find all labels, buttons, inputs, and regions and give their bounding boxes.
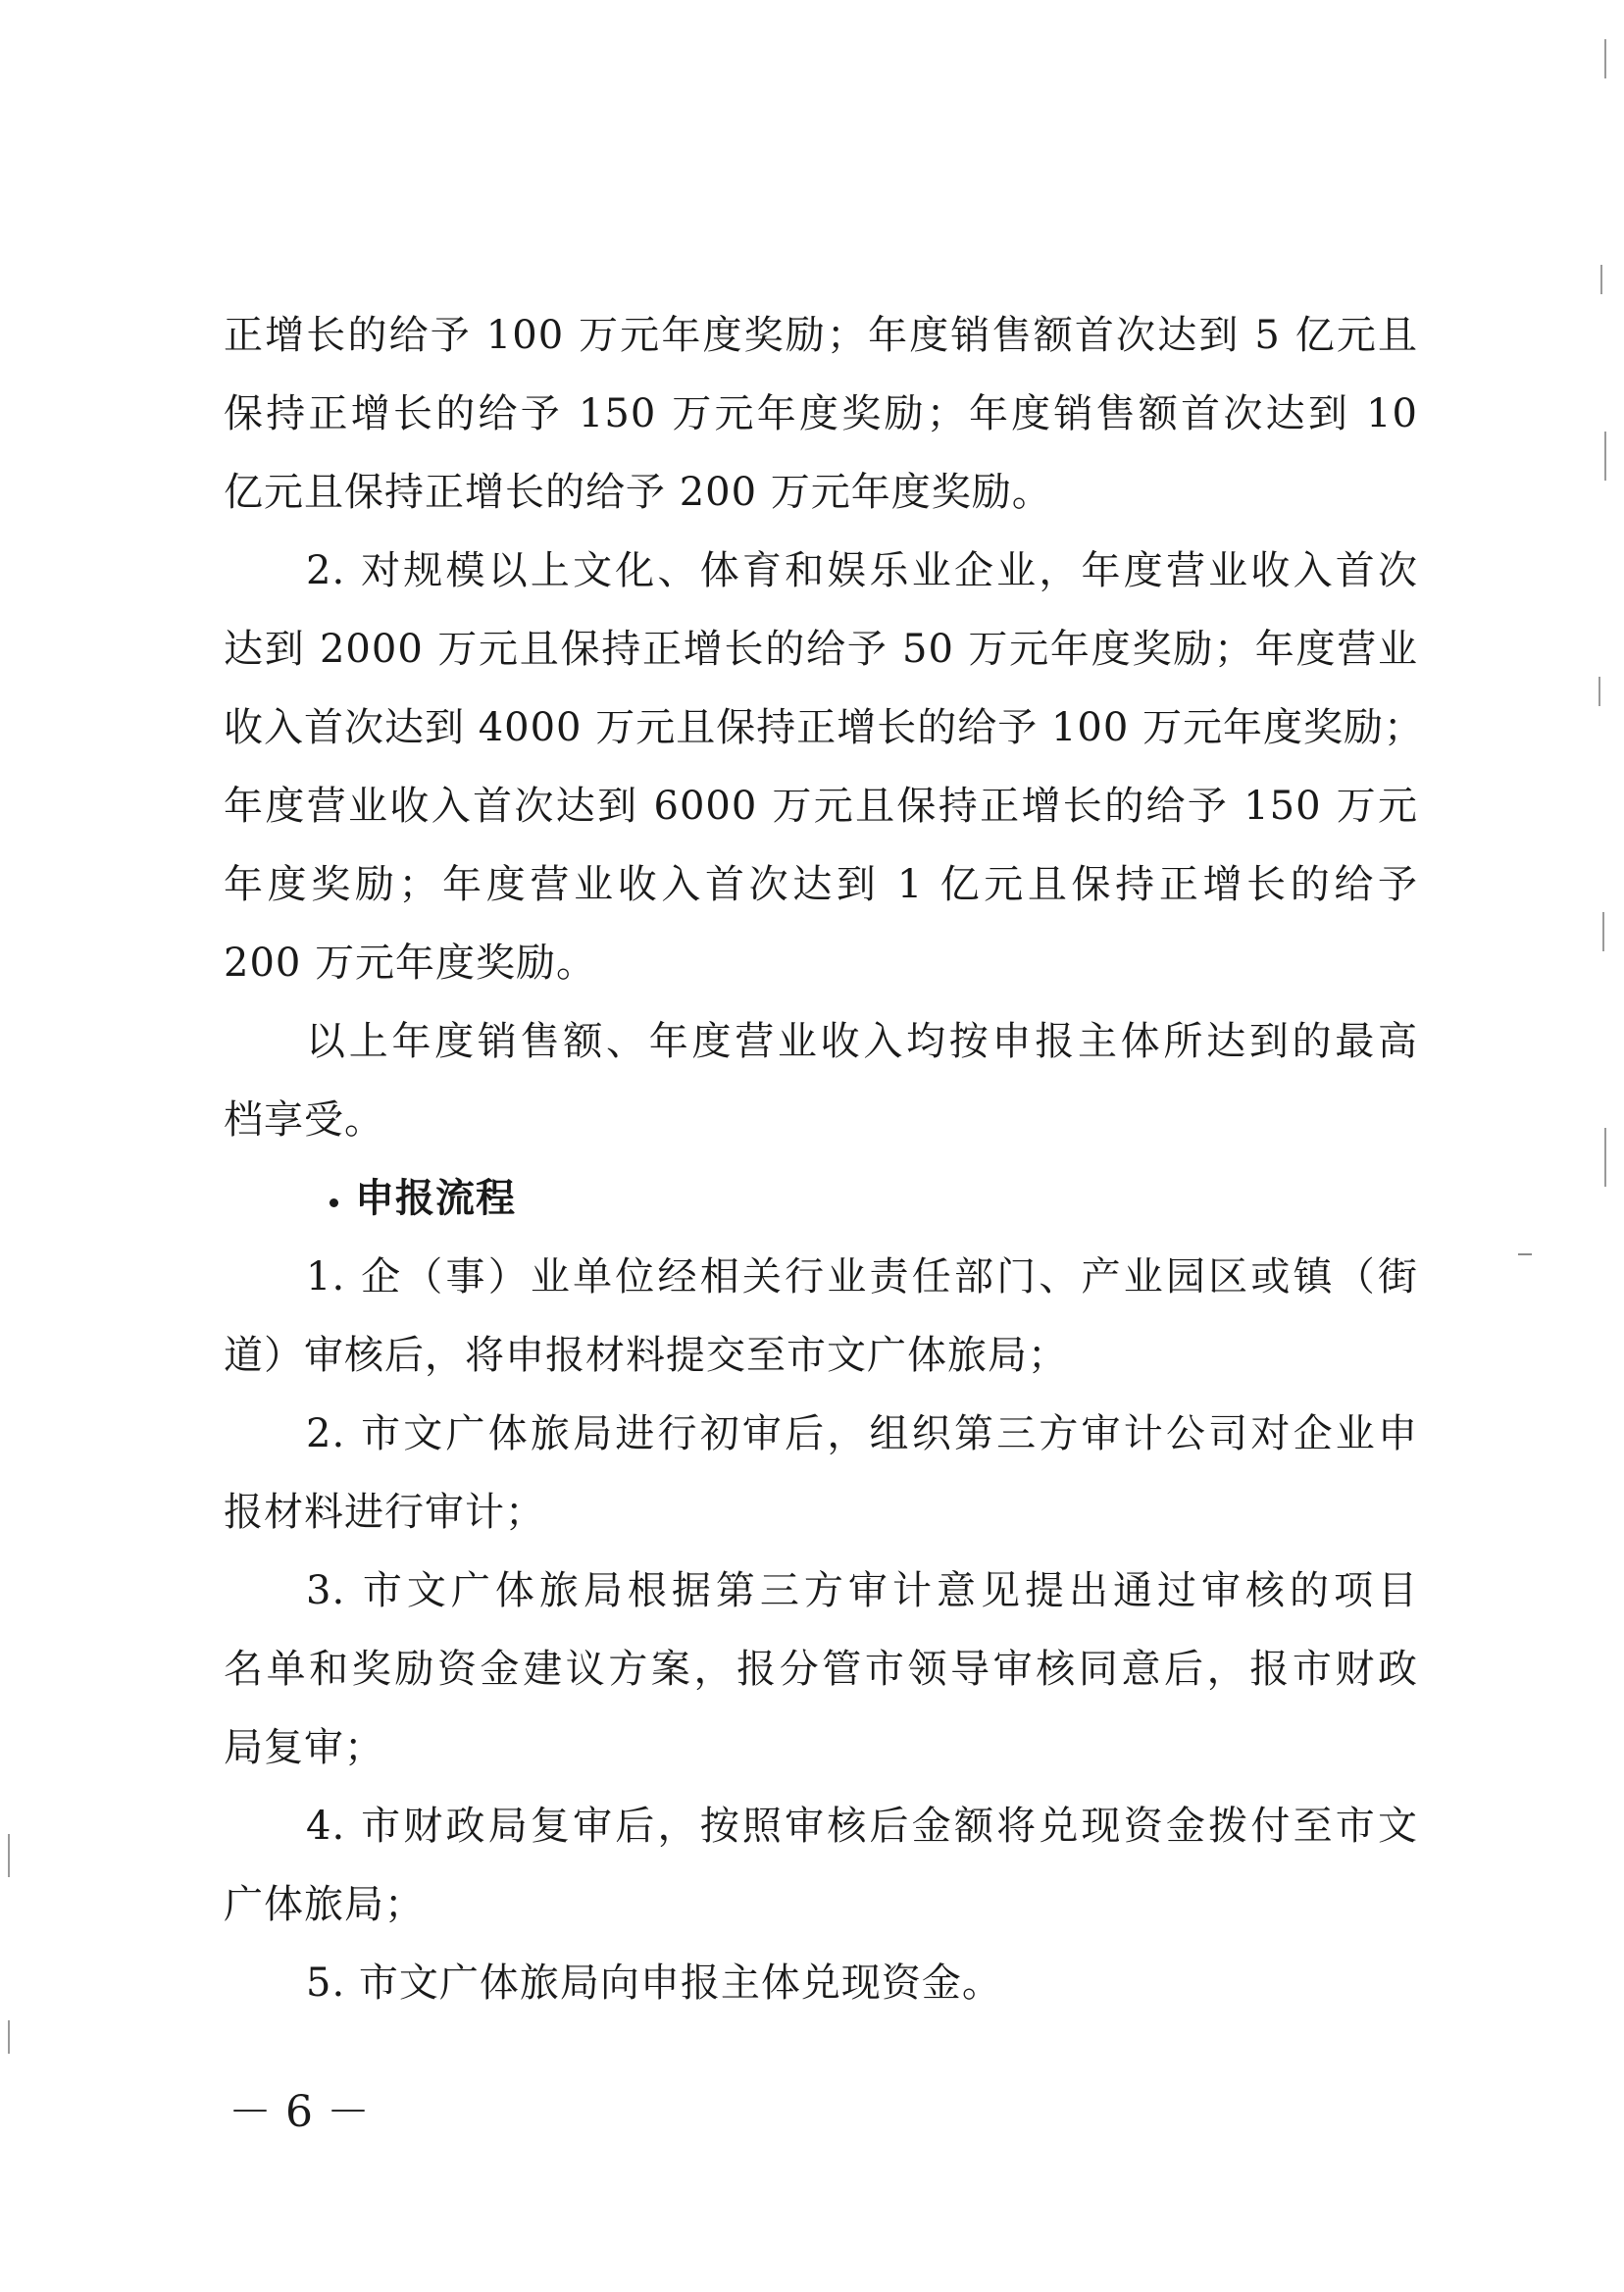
paragraph-line: 年度营业收入首次达到 6000 万元且保持正增长的给予 150 万元 [224,784,1418,829]
scan-mark [8,2020,10,2054]
scan-mark [1604,39,1606,78]
paragraph-line: 达到 2000 万元且保持正增长的给予 50 万元年度奖励；年度营业 [224,627,1418,672]
scan-mark [1600,265,1602,294]
step-line: 道）审核后，将申报材料提交至市文广体旅局； [224,1333,1068,1378]
scan-mark [1602,912,1604,951]
step-line: 报材料进行审计； [224,1490,545,1535]
paragraph-line: 亿元且保持正增长的给予 200 万元年度奖励。 [224,470,1052,515]
page-number: － 6 － [228,2087,370,2137]
paragraph-line: 档享受。 [224,1097,384,1143]
section-heading: 申报流程 [355,1175,516,1221]
scan-mark [8,1834,10,1877]
step-line: 广体旅局； [224,1882,425,1927]
step-line: 名单和奖励资金建议方案，报分管市领导审核同意后，报市财政 [224,1647,1418,1692]
scan-mark [1599,677,1600,706]
step-line: 1. 企（事）业单位经相关行业责任部门、产业园区或镇（街 [306,1254,1418,1299]
paragraph-line: 收入首次达到 4000 万元且保持正增长的给予 100 万元年度奖励； [224,705,1425,750]
paragraph-line: 2. 对规模以上文化、体育和娱乐业企业，年度营业收入首次 [306,548,1418,593]
scan-mark [1518,1253,1532,1255]
paragraph-line: 正增长的给予 100 万元年度奖励；年度销售额首次达到 5 亿元且 [224,313,1418,358]
step-line: 2. 市文广体旅局进行初审后，组织第三方审计公司对企业申 [306,1411,1418,1456]
step-line: 3. 市文广体旅局根据第三方审计意见提出通过审核的项目 [306,1568,1418,1613]
scan-mark [1604,432,1606,481]
paragraph-line: 以上年度销售额、年度营业收入均按申报主体所达到的最高 [306,1019,1418,1064]
bullet-icon [330,1198,338,1207]
step-line: 局复审； [224,1725,384,1770]
paragraph-line: 保持正增长的给予 150 万元年度奖励；年度销售额首次达到 10 [224,391,1418,436]
paragraph-line: 200 万元年度奖励。 [224,941,597,986]
step-line: 5. 市文广体旅局向申报主体兑现资金。 [306,1961,1002,2006]
scan-mark [1604,1128,1606,1187]
step-line: 4. 市财政局复审后，按照审核后金额将兑现资金拨付至市文 [306,1804,1418,1849]
paragraph-line: 年度奖励；年度营业收入首次达到 1 亿元且保持正增长的给予 [224,862,1418,907]
